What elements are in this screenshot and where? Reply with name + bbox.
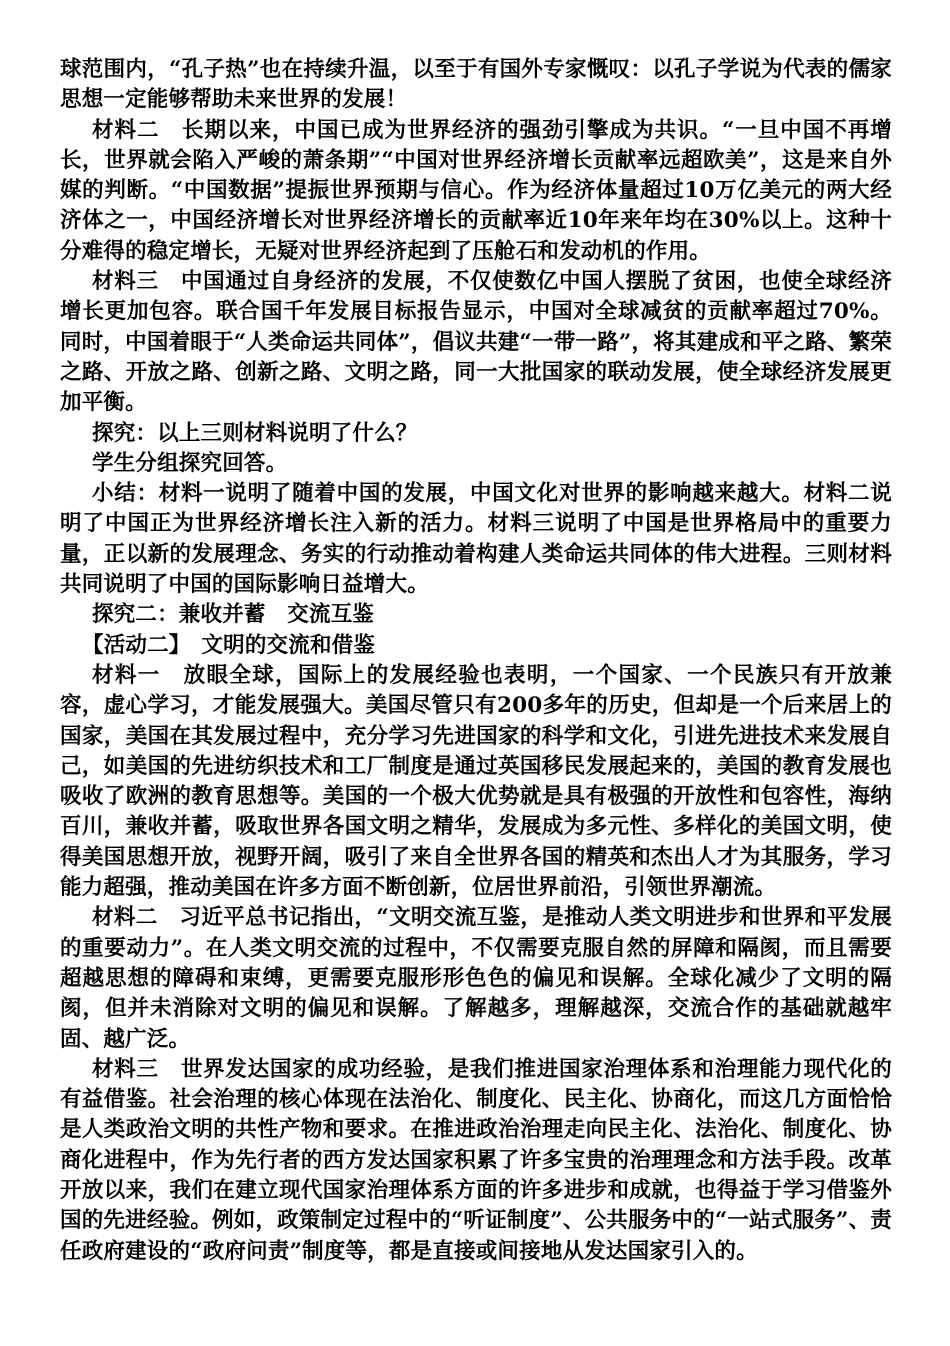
paragraph-activity2-material-3: 材料三 世界发达国家的成功经验，是我们推进国家治理体系和治理能力现代化的有益借鉴。社会治理的核心体现在法治化、制度化、民主化、协商化，而这几方面恰恰是人类政治文明的共性产物和要求。在推进政治治理走向民主化、法治化、制度化、协商化进程中，作为先行者的西方发达国家积累了许多宝贵的治理理念和方法手段。改革开放以来，我们在建立现代国家治理体系方面的许多进步和成就，也得益于学习借鉴外国的先进经验。例如，政策制定过程中的“听证制度”、公共服务中的“一站式服务”、责任政府建设的“政府问责”制度等，都是直接或间接地从发达国家引入的。 xyxy=(60,1056,892,1264)
paragraph-activity2-material-1: 材料一 放眼全球，国际上的发展经验也表明，一个国家、一个民族只有开放兼容，虚心学习，才能发展强大。美国尽管只有200多年的历史，但却是一个后来居上的国家，美国在其发展过程中，充分学习先进国家的科学和文化，引进先进技术来发展自己，如美国的先进纺织技术和工厂制度是通过英国移民发展起来的，美国的教育发展也吸收了欧洲的教育思想等。美国的一个极大优势就是具有极强的开放性和包容性，海纳百川，兼收并蓄，吸取世界各国文明之精华，发展成为多元性、多样化的美国文明，使得美国思想开放，视野开阔，吸引了来自全世界各国的精英和杰出人才为其服务，学习能力超强，推动美国在许多方面不断创新，位居世界前沿，引领世界潮流。 xyxy=(60,662,892,901)
paragraph-activity2-material-2: 材料二 习近平总书记指出，“文明交流互鉴，是推动人类文明进步和世界和平发展的重要动力”。在人类文明交流的过程中，不仅需要克服自然的屏障和隔阂，而且需要超越思想的障碍和束缚，更需要克服形形色色的偏见和误解。全球化减少了文明的隔阂，但并未消除对文明的偏见和误解。了解越多，理解越深，交流合作的基础就越牢固、越广泛。 xyxy=(60,905,892,1052)
paragraph-inquiry-question: 探究：以上三则材料说明了什么？ xyxy=(92,420,418,446)
section-heading-inquiry-2: 探究二：兼收并蓄 交流互鉴 xyxy=(92,602,375,628)
paragraph-material-3: 材料三 中国通过自身经济的发展，不仅使数亿中国人摆脱了贫困，也使全球经济增长更加包容。联合国千年发展目标报告显示，中国对全球减贫的贡献率超过70%。同时，中国着眼于“人类命运共同体”，倡议共建“一带一路”，将其建成和平之路、繁荣之路、开放之路、创新之路、文明之路，同一大批国家的联动发展，使全球经济发展更加平衡。 xyxy=(60,269,892,416)
paragraph-continuation: 球范围内，“孔子热”也在持续升温，以至于有国外专家慨叹：以孔子学说为代表的儒家思想一定能够帮助未来世界的发展！ xyxy=(60,57,892,113)
document-body xyxy=(60,55,892,1267)
paragraph-summary: 小结：材料一说明了随着中国的发展，中国文化对世界的影响越来越大。材料二说明了中国正为世界经济增长注入新的活力。材料三说明了中国是世界格局中的重要力量，正以新的发展理念、务实的行动推动着构建人类命运共同体的伟大进程。三则材料共同说明了中国的国际影响日益增大。 xyxy=(60,481,892,598)
paragraph-group-answer: 学生分组探究回答。 xyxy=(92,450,288,476)
paragraph-material-2: 材料二 长期以来，中国已成为世界经济的强劲引擎成为共识。“一旦中国不再增长，世界就会陷入严峻的萧条期”“中国对世界经济增长贡献率远超欧美”，这是来自外媒的判断。“中国数据”提振世界预期与信心。作为经济体量超过10万亿美元的两大经济体之一，中国经济增长对世界经济增长的贡献率近10年来年均在30%以上。这种十分难得的稳定增长，无疑对世界经济起到了压舱石和发动机的作用。 xyxy=(60,117,892,264)
section-heading-activity-2: 【活动二】 文明的交流和借鉴 xyxy=(82,632,376,658)
